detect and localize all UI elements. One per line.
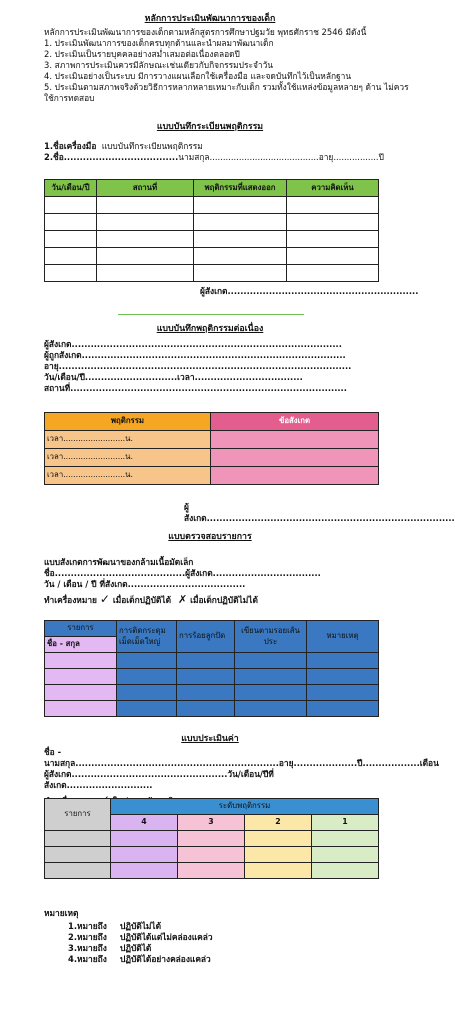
form2-date-time-field[interactable]: วัน/เดือน/ปี.............................เวลา.................................. [44,372,303,383]
principles-section [0,14,420,104]
table-row [45,431,379,449]
check-icon: ✓ [99,592,110,607]
form2-title: แบบบันทึกพฤติกรรมต่อเนื่อง [156,324,264,334]
form4-col-item: รายการ [45,799,111,831]
form2-col-observation: ข้อสังเกต [211,413,379,431]
principle-item-2: 2. ประเมินเป็นรายบุคคลอย่างสม่ำเสมอต่อเนื่องตลอดปี [44,49,240,60]
principle-item-3: 3. สภาพการประเมินควรมีลักษณะเช่นเดียวกับกิจกรรมประจำวัน [44,60,274,71]
form2-observer-field[interactable]: ผู้สังเกต..................................................................................... [44,339,342,350]
section-divider [118,314,304,315]
form3-subtitle: แบบสังเกตการพัฒนาของกล้ามเนื้อมัดเล็ก [44,557,194,568]
table-row [45,653,379,669]
form2-place-field[interactable]: สถานที่....................................................................................... [44,383,347,394]
table-row [45,265,379,282]
form2-table [44,412,379,485]
form3-observer-field[interactable]: ผู้สังเกต.................................. [185,568,321,579]
note-num: 2.หมายถึง [68,931,107,942]
table-row [45,197,379,214]
form4-age-field[interactable]: อายุ....................ปี..................เดือน [278,758,439,769]
principle-item-1: 1. ประเมินพัฒนาการของเด็กครบทุกด้านและนำผลมาพัฒนาเด็ก [44,38,274,49]
table-row [45,831,379,847]
behavior-record-form [0,122,420,296]
form2-col-behavior: พฤติกรรม [45,413,211,431]
notes-title: หมายเหตุ [44,908,79,918]
table-row [45,214,379,231]
form3-col-item: รายการ [45,621,117,637]
form3-name-field[interactable]: ชื่อ......................................... [44,568,186,579]
note-text: ปฏิบัติได้แต่ไม่คล่องแคล่ว [120,931,213,942]
form1-col-place: สถานที่ [97,180,194,197]
continuous-record-form [0,324,455,523]
form3-col-tracing: เขียนตามรอยเส้นประ [235,621,307,653]
form1-age-field[interactable]: อายุ.................ปี [318,152,384,163]
table-row [45,231,379,248]
principle-item-5: 5. ประเมินตามสภาพจริงด้วยวิธีการหลากหลายเหมาะกับเด็ก รวมทั้งใช้แหล่งข้อมูลหลายๆ ด้าน ไม่ควรใช้การทดสอบ [44,82,409,103]
note-num: 1.หมายถึง [68,920,107,931]
table-row [45,467,379,485]
form1-tool-label: 1.ชื่อเครื่องมือ [44,141,97,152]
form2-time-cell[interactable]: เวลา.........................น. [45,467,211,485]
form3-col-note: หมายเหตุ [307,621,379,653]
note-num: 4.หมายถึง [68,953,107,964]
table-row [45,248,379,265]
form4-table [44,798,379,879]
form4-name-field[interactable]: ชื่อ - นามสกุล................................................................ [44,747,279,769]
form4-observer-field[interactable]: ผู้สังเกต................................................. [44,769,228,780]
principles-title: หลักการประเมินพัฒนาการของเด็ก [144,14,276,24]
form1-observer[interactable]: ผู้สังเกต............................................................ [200,286,419,296]
form2-time-cell[interactable]: เวลา.........................น. [45,449,211,467]
form4-col-level: ระดับพฤติกรรม [111,799,379,815]
form3-check-text: เมื่อเด็กปฏิบัติได้ [112,595,172,606]
form1-col-behavior: พฤติกรรมที่แสดงออก [194,180,287,197]
note-text: ปฏิบัติได้อย่างคล่องแคล่ว [120,953,211,964]
form3-mark-prefix: ทำเครื่องหมาย [44,595,97,606]
principle-item-4: 4. ประเมินอย่างเป็นระบบ มีการวางแผนเลือกใช้เครื่องมือ และจดบันทึกไว้เป็นหลักฐาน [44,71,352,82]
table-row [45,669,379,685]
notes-section [0,908,420,965]
form4-level-1: 1 [312,815,379,831]
table-row [45,685,379,701]
form2-subject-field[interactable]: ผู้ถูกสังเกต................................................................................... [44,350,346,361]
form3-table [44,620,379,717]
form3-cross-text: เมื่อเด็กปฏิบัติไม่ได้ [190,595,258,606]
checklist-form [0,532,420,649]
table-row [45,863,379,879]
form2-age-field[interactable]: อายุ............................................................................................ [44,361,352,372]
note-text: ปฏิบัติไม่ได้ [120,920,162,931]
form1-tool-value: แบบบันทึกระเบียนพฤติกรรม [101,141,203,152]
form4-title: แบบประเมินค่า [181,734,239,744]
form3-col-button: การติดกระดุมเม็ดเม็ดใหญ่ [117,621,177,653]
principles-intro: หลักการประเมินพัฒนาการของเด็กตามหลักสูตรการศึกษาปฐมวัย พุทธศักราช 2546 มีดังนี้ [44,27,367,38]
form3-title: แบบตรวจสอบรายการ [168,532,252,542]
table-row [45,701,379,717]
form3-date-field[interactable]: วัน / เดือน / ปี ที่สังเกต..................................... [44,579,246,590]
form1-surname-field[interactable]: นามสกุล......................................... [178,152,319,163]
form1-name-field[interactable]: 2.ชื่อ.................................... [44,152,179,163]
form4-level-2: 2 [245,815,312,831]
form1-col-date: วัน/เดือน/ปี [45,180,97,197]
note-text: ปฏิบัติได้ [120,942,152,953]
cross-icon: ✗ [177,593,188,607]
form1-table [44,179,379,282]
rating-scale-form [0,734,439,827]
form1-title: แบบบันทึกระเบียนพฤติกรรม [156,122,264,132]
table-row [45,847,379,863]
form2-time-cell[interactable]: เวลา.........................น. [45,431,211,449]
form1-col-comment: ความคิดเห็น [287,180,379,197]
form3-col-name: ชื่อ - สกุล [45,637,117,653]
form4-level-3: 3 [178,815,245,831]
form4-level-4: 4 [111,815,178,831]
table-row [45,449,379,467]
form2-observer-sign[interactable]: ผู้สังเกต.............................................................................. [184,502,455,523]
form4-date-field[interactable]: วัน/เดือน/ปีที่สังเกต........................... [44,769,274,791]
form3-col-beads: การร้อยลูกปัด [177,621,235,653]
note-num: 3.หมายถึง [68,942,107,953]
